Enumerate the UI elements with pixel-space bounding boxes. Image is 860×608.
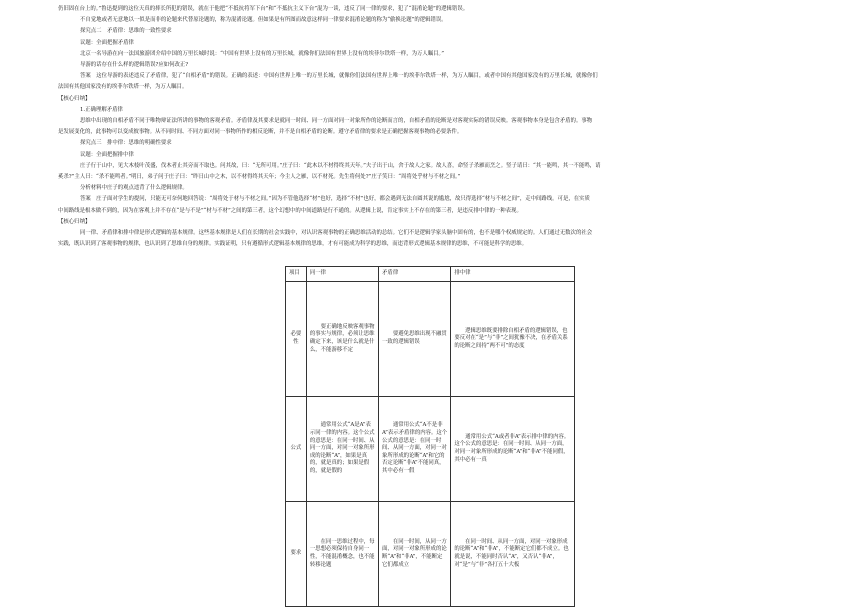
comparison-table <box>285 266 575 607</box>
table-cell: 逻辑思维既要排除自相矛盾的逻辑错误，也要反对在“是”与“非”之间犹豫不决，在矛盾关系的论断之间持“两不可”的态度 <box>451 282 575 397</box>
table-row <box>286 502 575 607</box>
document-body <box>58 4 793 250</box>
text-line: 探究点三 排中律：思维的明确性要求 <box>80 140 172 147</box>
row-label: 公式 <box>286 397 307 502</box>
text-line: 是发展变化的，此事物可以变成彼事物。从不同时间、不同方面对同一事物所作的相反论断，并不是自相矛盾的论断。遵守矛盾律的要求是正确把握客观事物的必要条件。 <box>58 129 463 136</box>
text-line: 思维中出现的自相矛盾不同于唯物辩证法所讲的事物的客观矛盾。矛盾律及其要求是就同一时间、同一方面对同一对象所作的论断而言的，自相矛盾的论断是对客观实际的错误反映。客观事物本身是包含矛盾的。事物 <box>80 118 593 125</box>
table-cell: 通常用公式“A不是非A”表示矛盾律的内容。这个公式的意思是：在同一时间、从同一方面，对同一对象所形成的论断“A”和它的否定论断“非A”不能同真，其中必有一假 <box>379 397 451 502</box>
text-line: 中间路线是根本做不到的，因为在客观上并不存在“是与不是”“材与不材”之间的第三者，这个幻想中的中间道路是行不通的。从逻辑上说，肯定事实上不存在的第三者，是违反排中律的一种表现。 <box>58 207 522 214</box>
text-line: 议题：全面把握矛盾律 <box>80 39 134 46</box>
table-row <box>286 397 575 502</box>
text-line: 答案 这位导游的表述违反了矛盾律，犯了“自相矛盾”的错误。正确的表述：中国有世界上唯一的万里长城，就像你们法国有世界上唯一的埃菲尔铁塔一样，为万人瞩目，或者中国有其他国家没有的万里长城，就像你们 <box>80 73 598 80</box>
text-line: 仍旧固在台上的。”鲁迅提到的这位天真的摔长所犯的错误，就在于他把“不抵抗将军下台”和“不抵抗主义下台”混为一谈，违反了同一律的要求，犯了“混淆论题”的逻辑错误。 <box>58 6 469 12</box>
table-header-contradiction-law: 矛盾律 <box>379 267 451 282</box>
text-line: 奚杀?”主人曰：“杀不能鸣者。”明日，弟子问于庄子曰：“昨日山中之木，以不材得终其天年；今主人之雁，以不材死。先生将何处?”庄子笑曰：“周将处乎材与不材之间。” <box>58 174 461 181</box>
table-cell: 要正确地反映客观事物的事实与规律，必须让思维确定下来，该是什么就是什么，不能游移不定 <box>306 282 378 397</box>
text-line: 【核心归纳】 <box>58 95 91 102</box>
text-line: 庄子行于山中，见大木枝叶茂盛，伐木者止其旁而不取也。问其故，曰：“无所可用。”庄子曰：“此木以不材得终其天年。”夫子出于山，舍于故人之家。故人喜，命竖子杀雁而烹之。竖子请曰：“其一能鸣，其一不能鸣，请 <box>80 162 601 169</box>
text-line: 不自觉地或者无意地以一似是而非的论题来代替原论题的，称为混淆论题。但如果是有所图而故意这样同一律要求混淆论题的称为“偷换论题”的逻辑错误。 <box>80 17 447 24</box>
table-header-item: 项目 <box>286 267 307 282</box>
text-line: 实践，既认识到了客观事物的规律，也认识到了思维自身的规律。实践证明，只有遵循形式逻辑基本规律的思维，才有可能成为科学的思维，而违背形式逻辑基本规律的思维，不可能是科学的思维。 <box>58 241 527 248</box>
row-label: 必要性 <box>286 282 307 397</box>
table-header-identity-law: 同一律 <box>306 267 378 282</box>
text-line: 北京一名导游在向一法国旅游团介绍中国的万里长城时说：“中国有世界上没有的万里长城，就像你们法国有世界上没有的埃菲尔铁塔一样，为万人瞩目。” <box>80 50 444 57</box>
text-line: 答案 庄子面对学生的提问，只能无可奈何地回答说：“周将处于材与不材之间。”因为不管他选择“材”也好，选择“不材”也好，都会遇到无法自圆其说的尴尬，故只得选择“材与不材之间”，走中间路线。可是，在实质 <box>80 196 590 203</box>
table-cell: 要避免思维出现不融贯一致的逻辑错误 <box>379 282 451 397</box>
text-line: 议题：全面把握排中律 <box>80 151 134 158</box>
text-line: 同一律、矛盾律和排中律是形式逻辑的基本规律。这些基本规律是人们在长期的社会实践中，对认识客观事物的正确思维活动的总结。它们不是逻辑学家头脑中固有的，也不是哪个权威规定的。人们通过无数次的社会 <box>80 230 593 237</box>
table-cell: 在同一思维过程中，每一思想必须保持自身同一性，不能混淆概念，也不能转移论题 <box>306 502 378 607</box>
table-header-excluded-middle-law: 排中律 <box>451 267 575 282</box>
table-cell: 通常用公式“A或者非A”表示排中律的内容。这个公式的意思是：在同一时间、从同一方面，对同一对象所形成的论断“A”和“非A”不能同假，其中必有一真 <box>451 397 575 502</box>
text-line: 【核心归纳】 <box>58 218 91 225</box>
table-cell: 通常用公式“A是A”表示同一律的内容。这个公式的意思是：在同一时间、从同一方面，对同一对象所形成的论断“A”，如果是真的，就是真的；如果是假的，就是假的 <box>306 397 378 502</box>
text-line: 探究点二 矛盾律：思维的一致性要求 <box>80 28 172 35</box>
table-cell: 在同一时间、从同一方面，对同一对象形成的论断“A”和“非A”，不能断定它们都不成立。也就是说，不能同时否认“A”，又否认“非A”，对“是”与“非”各打五十大板 <box>451 502 575 607</box>
row-label: 要求 <box>286 502 307 607</box>
text-line: 法国有其他国家没有的埃菲尔铁塔一样，为万人瞩目。 <box>58 84 188 91</box>
table-header-row <box>286 267 575 282</box>
table-row <box>286 282 575 397</box>
table-cell: 在同一时间，从同一方面，对同一对象所形成的论断“A”和“非A”，不能断定它们都成立 <box>379 502 451 607</box>
text-line: 导游的话存在什么样的逻辑错误?应如何改正? <box>80 62 189 69</box>
text-line: 分析材料中庄子的观点违背了什么逻辑规律。 <box>80 185 188 192</box>
text-line: 1.正确理解矛盾律 <box>80 106 123 113</box>
